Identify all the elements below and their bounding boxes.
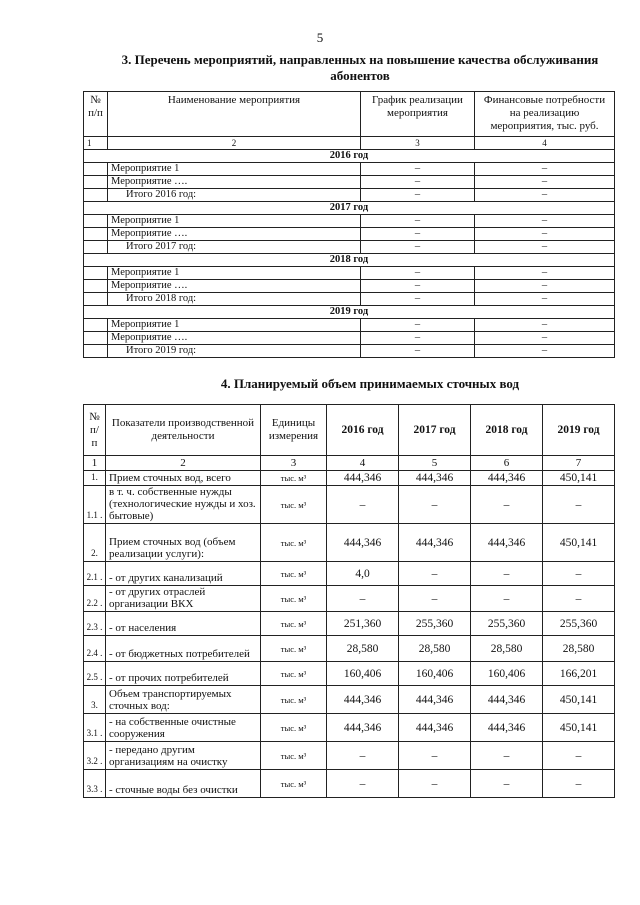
wastewater-row (84, 714, 615, 742)
value-2019: 255,360 (543, 612, 615, 636)
value-2019: 450,141 (543, 524, 615, 562)
measure-num-cell (84, 280, 108, 293)
measure-row (84, 293, 615, 306)
measure-schedule: – (361, 319, 475, 332)
year-group-row (84, 202, 615, 215)
row-number: 2.3 . (84, 612, 106, 636)
measure-row (84, 280, 615, 293)
year-group-label: 2019 год (84, 306, 615, 319)
unit-cell: тыс. м³ (261, 586, 327, 612)
row-number: 3. (84, 686, 106, 714)
col-number: 3 (361, 137, 475, 150)
value-2017: 28,580 (399, 636, 471, 662)
measure-name: Мероприятие 1 (108, 215, 361, 228)
value-2019: 166,201 (543, 662, 615, 686)
wastewater-row (84, 742, 615, 770)
row-number: 1.1 . (84, 486, 106, 524)
value-2016: 444,346 (327, 714, 399, 742)
measure-schedule: – (361, 293, 475, 306)
value-2018: 444,346 (471, 524, 543, 562)
measure-num-cell (84, 332, 108, 345)
value-2019: 450,141 (543, 686, 615, 714)
value-2017: – (399, 562, 471, 586)
value-2017: – (399, 770, 471, 798)
wastewater-row (84, 686, 615, 714)
value-2016: – (327, 486, 399, 524)
indicator-label: - от других отраслей организации ВКХ (106, 586, 261, 612)
measure-finance: – (475, 228, 615, 241)
indicator-label: Прием сточных вод, всего (106, 471, 261, 486)
unit-cell: тыс. м³ (261, 612, 327, 636)
value-2018: – (471, 562, 543, 586)
measure-row (84, 319, 615, 332)
wastewater-table-header (84, 405, 615, 456)
value-2016: – (327, 742, 399, 770)
year-group-row (84, 150, 615, 163)
measure-row (84, 345, 615, 358)
measure-schedule: – (361, 267, 475, 280)
header-indicator: Показатели производственной деятельности (106, 405, 261, 456)
row-number: 1. (84, 471, 106, 486)
row-number: 2. (84, 524, 106, 562)
measure-num-cell (84, 215, 108, 228)
measure-finance: – (475, 319, 615, 332)
wastewater-row (84, 471, 615, 486)
value-2016: 444,346 (327, 524, 399, 562)
unit-cell: тыс. м³ (261, 471, 327, 486)
col-number: 1 (84, 456, 106, 471)
header-num: № п/п (84, 92, 108, 137)
wastewater-row (84, 662, 615, 686)
measure-schedule: – (361, 241, 475, 254)
measure-row (84, 176, 615, 189)
value-2016: – (327, 770, 399, 798)
value-2019: – (543, 486, 615, 524)
col-number: 7 (543, 456, 615, 471)
header-schedule: График реализации мероприятия (361, 92, 475, 137)
measure-finance: – (475, 267, 615, 280)
measure-finance: – (475, 176, 615, 189)
unit-cell: тыс. м³ (261, 562, 327, 586)
value-2019: 450,141 (543, 714, 615, 742)
measure-num-cell (84, 189, 108, 202)
indicator-label: Объем транспортируемых сточных вод: (106, 686, 261, 714)
indicator-label: - от других канализаций (106, 562, 261, 586)
measure-num-cell (84, 176, 108, 189)
measure-row (84, 215, 615, 228)
wastewater-row (84, 770, 615, 798)
col-number: 2 (106, 456, 261, 471)
measure-row (84, 332, 615, 345)
value-2016: – (327, 586, 399, 612)
header-year-2019: 2019 год (543, 405, 615, 456)
value-2017: – (399, 586, 471, 612)
value-2018: – (471, 770, 543, 798)
section-3-title (100, 52, 620, 84)
value-2017: 444,346 (399, 714, 471, 742)
header-measure-name: Наименование мероприятия (108, 92, 361, 137)
measure-num-cell (84, 228, 108, 241)
measure-name: Мероприятие …. (108, 228, 361, 241)
col-number: 1 (84, 137, 108, 150)
measure-num-cell (84, 345, 108, 358)
measures-table-column-numbers (84, 137, 615, 150)
value-2016: 160,406 (327, 662, 399, 686)
measure-total-label: Итого 2018 год: (108, 293, 361, 306)
value-2016: 251,360 (327, 612, 399, 636)
measure-finance: – (475, 280, 615, 293)
measure-row (84, 228, 615, 241)
value-2019: 450,141 (543, 471, 615, 486)
value-2017: 444,346 (399, 686, 471, 714)
unit-cell: тыс. м³ (261, 524, 327, 562)
value-2019: – (543, 770, 615, 798)
measure-num-cell (84, 319, 108, 332)
indicator-label: - сточные воды без очистки (106, 770, 261, 798)
indicator-label: - на собственные очистные сооружения (106, 714, 261, 742)
col-number: 5 (399, 456, 471, 471)
measure-name: Мероприятие …. (108, 332, 361, 345)
unit-cell: тыс. м³ (261, 686, 327, 714)
measure-name: Мероприятие 1 (108, 319, 361, 332)
measure-num-cell (84, 241, 108, 254)
value-2016: 4,0 (327, 562, 399, 586)
row-number: 2.5 . (84, 662, 106, 686)
row-number: 2.2 . (84, 586, 106, 612)
wastewater-row (84, 636, 615, 662)
measure-total-label: Итого 2019 год: (108, 345, 361, 358)
header-num: № п/ п (84, 405, 106, 456)
measure-schedule: – (361, 189, 475, 202)
measure-num-cell (84, 267, 108, 280)
unit-cell: тыс. м³ (261, 486, 327, 524)
value-2016: 444,346 (327, 471, 399, 486)
measure-finance: – (475, 241, 615, 254)
value-2019: – (543, 742, 615, 770)
indicator-label: Прием сточных вод (объем реализации услуги): (106, 524, 261, 562)
measure-finance: – (475, 293, 615, 306)
measure-finance: – (475, 163, 615, 176)
measure-schedule: – (361, 228, 475, 241)
value-2017: 160,406 (399, 662, 471, 686)
measure-num-cell (84, 293, 108, 306)
measure-name: Мероприятие 1 (108, 267, 361, 280)
indicator-label: - от прочих потребителей (106, 662, 261, 686)
value-2018: 444,346 (471, 471, 543, 486)
unit-cell: тыс. м³ (261, 714, 327, 742)
value-2017: – (399, 486, 471, 524)
measures-table-header (84, 92, 615, 137)
value-2018: 444,346 (471, 714, 543, 742)
header-finance: Финансовые потребности на реализацию мероприятия, тыс. руб. (475, 92, 615, 137)
measure-total-label: Итого 2016 год: (108, 189, 361, 202)
value-2018: 28,580 (471, 636, 543, 662)
unit-cell: тыс. м³ (261, 742, 327, 770)
year-group-label: 2018 год (84, 254, 615, 267)
measure-name: Мероприятие 1 (108, 163, 361, 176)
indicator-label: - от бюджетных потребителей (106, 636, 261, 662)
header-year-2016: 2016 год (327, 405, 399, 456)
measure-schedule: – (361, 163, 475, 176)
value-2019: 28,580 (543, 636, 615, 662)
section-3-title-line1: 3. Перечень мероприятий, направленных на повышение качества обслуживания (121, 52, 599, 67)
value-2018: – (471, 586, 543, 612)
measure-name: Мероприятие …. (108, 176, 361, 189)
measure-schedule: – (361, 345, 475, 358)
value-2018: 160,406 (471, 662, 543, 686)
measure-num-cell (84, 163, 108, 176)
measure-finance: – (475, 332, 615, 345)
value-2017: 444,346 (399, 524, 471, 562)
measure-finance: – (475, 189, 615, 202)
measure-schedule: – (361, 215, 475, 228)
value-2018: 444,346 (471, 686, 543, 714)
year-group-row (84, 306, 615, 319)
page-number: 5 (316, 30, 324, 45)
measure-schedule: – (361, 176, 475, 189)
wastewater-table (83, 404, 615, 798)
unit-cell: тыс. м³ (261, 636, 327, 662)
col-number: 6 (471, 456, 543, 471)
year-group-label: 2017 год (84, 202, 615, 215)
wastewater-row (84, 486, 615, 524)
section-4-title: 4. Планируемый объем принимаемых сточных вод (220, 376, 520, 391)
measure-row (84, 241, 615, 254)
year-group-label: 2016 год (84, 150, 615, 163)
col-number: 4 (475, 137, 615, 150)
value-2018: – (471, 742, 543, 770)
value-2018: 255,360 (471, 612, 543, 636)
row-number: 3.1 . (84, 714, 106, 742)
value-2018: – (471, 486, 543, 524)
col-number: 3 (261, 456, 327, 471)
year-group-row (84, 254, 615, 267)
value-2017: – (399, 742, 471, 770)
measure-row (84, 163, 615, 176)
measure-finance: – (475, 345, 615, 358)
section-3-title-line2: абонентов (330, 68, 390, 83)
measure-finance: – (475, 215, 615, 228)
value-2017: 444,346 (399, 471, 471, 486)
col-number: 4 (327, 456, 399, 471)
row-number: 3.2 . (84, 742, 106, 770)
value-2019: – (543, 562, 615, 586)
measure-row (84, 267, 615, 280)
value-2019: – (543, 586, 615, 612)
wastewater-row (84, 586, 615, 612)
indicator-label: - от населения (106, 612, 261, 636)
wastewater-row (84, 612, 615, 636)
measure-total-label: Итого 2017 год: (108, 241, 361, 254)
measure-schedule: – (361, 280, 475, 293)
header-year-2017: 2017 год (399, 405, 471, 456)
row-number: 3.3 . (84, 770, 106, 798)
row-number: 2.4 . (84, 636, 106, 662)
unit-cell: тыс. м³ (261, 662, 327, 686)
wastewater-table-column-numbers (84, 456, 615, 471)
header-unit: Единицы измерения (261, 405, 327, 456)
measure-row (84, 189, 615, 202)
wastewater-row (84, 524, 615, 562)
wastewater-row (84, 562, 615, 586)
row-number: 2.1 . (84, 562, 106, 586)
unit-cell: тыс. м³ (261, 770, 327, 798)
measure-schedule: – (361, 332, 475, 345)
indicator-label: - передано другим организациям на очистку (106, 742, 261, 770)
value-2016: 444,346 (327, 686, 399, 714)
value-2017: 255,360 (399, 612, 471, 636)
measure-name: Мероприятие …. (108, 280, 361, 293)
value-2016: 28,580 (327, 636, 399, 662)
measures-table (83, 91, 615, 358)
header-year-2018: 2018 год (471, 405, 543, 456)
col-number: 2 (108, 137, 361, 150)
indicator-label: в т. ч. собственные нужды (технологические нужды и хоз. бытовые) (106, 486, 261, 524)
